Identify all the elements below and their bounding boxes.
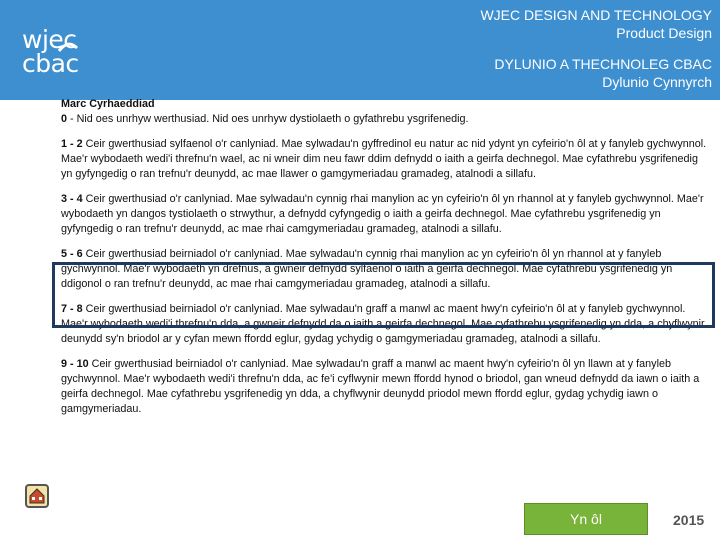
band-text: Ceir gwerthusiad sylfaenol o'r canlyniad. Mae sylwadau'n gyffredinol eu natur ac nid ydynt yn cyfeirio'n ôl at y fanyleb gychwynnol. Mae'r wybodaeth wedi'i threfnu'n wael, ac ni wneir dim neu fawr ddim defnydd o iaith a geirfa dechnegol. Mae cyfathrebu ysgrifenedig yn gyfyngedig o ran trefnu'r deunydd, ac mae llawer o gamgymeriadau gramadeg, atalnodi a sillafu. bbox=[61, 138, 707, 180]
welsh-title: DYLUNIO A THECHNOLEG CBAC bbox=[494, 56, 712, 72]
welsh-title-block bbox=[494, 55, 712, 91]
band-range: 0 bbox=[61, 113, 68, 125]
mark-scheme-title: Marc Cyrhaeddiad bbox=[61, 98, 155, 110]
band-range: 5 - 6 bbox=[61, 248, 83, 260]
logo-line-2: cbac bbox=[22, 49, 79, 78]
home-glyph-icon bbox=[27, 486, 47, 506]
english-title: WJEC DESIGN AND TECHNOLOGY bbox=[480, 7, 712, 23]
home-icon[interactable] bbox=[25, 484, 49, 508]
band-range: 1 - 2 bbox=[61, 138, 83, 150]
welsh-subtitle: Dylunio Cynnyrch bbox=[602, 74, 712, 90]
highlight-frame bbox=[52, 262, 715, 328]
band-9-10 bbox=[61, 357, 711, 417]
wjec-logo bbox=[22, 25, 92, 88]
back-button[interactable]: Yn ôl bbox=[524, 503, 648, 535]
band-text: Ceir gwerthusiad beirniadol o'r canlyniad. Mae sylwadau'n graff a manwl ac maent hwy'n cyfeirio'n ôl yn llawn at y fanyleb gychwynnol. Mae'r wybodaeth wedi'i threfnu'n dda, ac fe'i cyflwynir mewn ffordd hynod o briodol, gan wneud defnydd da iawn o iaith a geirfa dechnegol. Mae cyfathrebu ysgrifenedig yn dda, a chyflwynir deunydd priodol mewn ffordd eglur, gydag ychydig iawn o gamgymeriadau. bbox=[61, 358, 700, 415]
english-subtitle: Product Design bbox=[616, 25, 712, 41]
band-text: - Nid oes unrhyw werthusiad. Nid oes unrhyw dystiolaeth o gyfathrebu ysgrifenedig. bbox=[67, 113, 469, 125]
header-banner bbox=[0, 0, 720, 100]
year-label: 2015 bbox=[673, 512, 705, 528]
band-range: 9 - 10 bbox=[61, 358, 89, 370]
band-text: Ceir gwerthusiad beirniadol o'r canlyniad. Mae sylwadau'n cynnig rhai manylion ac yn cyfeirio'n ôl yn rhannol at y fanyleb gychwynnol. Mae'r wybodaeth yn drefnus, a gwneir defnydd sylfaenol o iaith a geirfa dechnegol. Mae cyfathrebu ysgrifenedig yn ddigonol o ran trefnu'r deunydd, ac mae rhai camgymeriadau gramadeg, atalnodi a sillafu. bbox=[61, 248, 673, 290]
band-range: 3 - 4 bbox=[61, 193, 83, 205]
logo-line-1: wjec bbox=[22, 25, 77, 54]
band-text: Ceir gwerthusiad beirniadol o'r canlyniad. Mae sylwadau'n graff a manwl ac maent hwy'n cyfeirio'n ôl at y fanyleb gychwynnol. Mae'r wybodaeth wedi'i threfnu'n dda, a gwneir defnydd da o iaith a geirfa dechnegol. Mae cyfathrebu ysgrifenedig yn dda, a chyflwynir deunydd sy'n briodol ar y cyfan mewn ffordd eglur, gydag ychydig o gamgymeriadau gramadeg, atalnodi a sillafu. bbox=[61, 303, 705, 345]
band-range: 7 - 8 bbox=[61, 303, 83, 315]
band-3-4 bbox=[61, 192, 711, 237]
band-1-2 bbox=[61, 137, 711, 182]
band-0 bbox=[61, 112, 711, 127]
logo-arc-icon bbox=[57, 42, 79, 52]
english-title-block bbox=[480, 6, 712, 42]
band-text: Ceir gwerthusiad o'r canlyniad. Mae sylwadau'n cynnig rhai manylion ac yn cyfeirio'n ôl yn rhannol at y fanyleb gychwynnol. Mae'r wybodaeth yn dangos tystiolaeth o strwythur, a defnydd cyfyngedig o iaith a geirfa dechnegol. Mae cyfathrebu ysgrifenedig yn gyfyngedig o ran trefnu'r deunydd, ac mae rhai camgymeriadau gramadeg, atalnodi a sillafu. bbox=[61, 193, 704, 235]
